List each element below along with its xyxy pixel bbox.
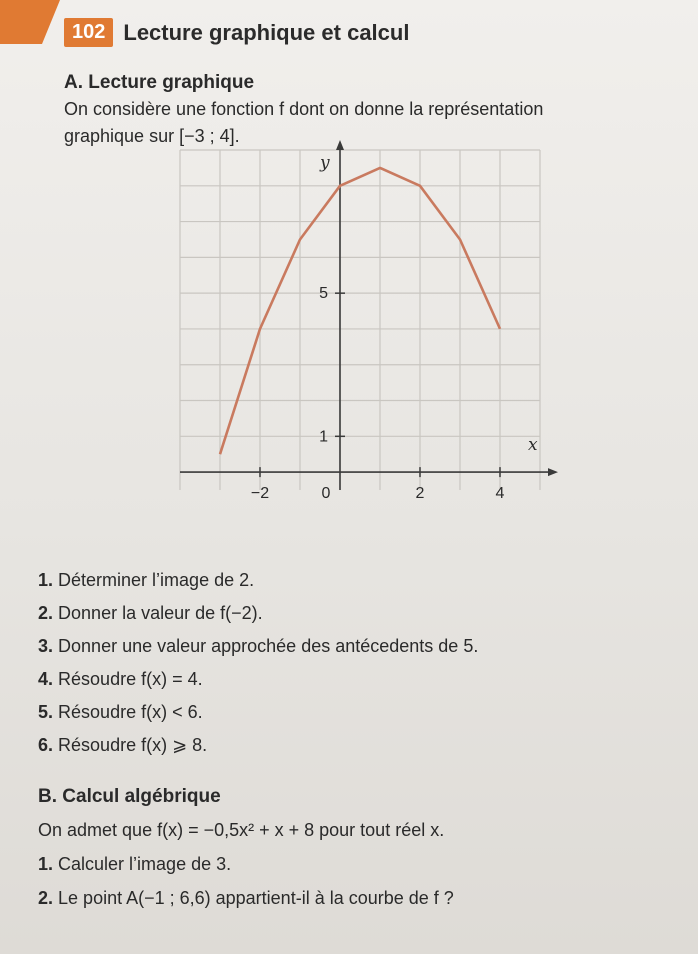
question-number: 5.: [38, 702, 54, 722]
graph-svg: [140, 140, 560, 540]
question-text: Le point A(−1 ; 6,6) appartient-il à la courbe de f ?: [58, 888, 454, 908]
function-curve: [220, 168, 500, 454]
question-text: Résoudre f(x) ⩾ 8.: [58, 735, 208, 755]
question-a-2: [38, 603, 263, 624]
x-tick-label: 0: [321, 485, 331, 503]
question-text: Calculer l’image de 3.: [58, 854, 232, 874]
part-b-heading: B. Calcul algébrique: [38, 786, 221, 807]
question-number: 1.: [38, 854, 54, 874]
question-b-2: [38, 888, 454, 909]
part-a-heading: A. Lecture graphique: [64, 72, 255, 93]
exercise-title: Lecture graphique et calcul: [123, 19, 410, 45]
question-text: Donner une valeur approchée des antécedents de 5.: [58, 636, 479, 656]
question-b-1: [38, 854, 231, 875]
part-a-intro-line1: On considère une fonction f dont on donne la représentation: [64, 99, 544, 119]
question-text: Résoudre f(x) < 6.: [58, 702, 203, 722]
question-number: 2.: [38, 888, 54, 908]
y-tick-label: 5: [319, 285, 328, 303]
x-tick-label: 2: [415, 485, 425, 503]
question-a-3: [38, 636, 478, 657]
question-number: 6.: [38, 735, 54, 755]
x-tick-label: 4: [495, 485, 505, 503]
question-a-5: [38, 702, 203, 723]
exercise-number-badge: 102: [64, 18, 113, 47]
y-axis-arrow: [336, 140, 344, 150]
x-axis-label: x: [528, 435, 538, 456]
x-tick-label: −2: [250, 485, 270, 503]
y-tick-label: 1: [319, 428, 328, 446]
question-a-1: [38, 570, 254, 591]
question-text: Déterminer l’image de 2.: [58, 570, 255, 590]
exercise-header: [64, 18, 409, 47]
question-text: Résoudre f(x) = 4.: [58, 669, 203, 689]
question-a-4: [38, 669, 203, 690]
part-b-intro: On admet que f(x) = −0,5x² + x + 8 pour tout réel x.: [38, 820, 445, 840]
question-number: 2.: [38, 603, 54, 623]
x-axis-arrow: [548, 468, 558, 476]
question-number: 3.: [38, 636, 54, 656]
y-axis-label: y: [320, 153, 330, 173]
question-text: Donner la valeur de f(−2).: [58, 603, 263, 623]
question-a-6: [38, 735, 207, 756]
function-graph: [140, 140, 560, 540]
part-a-intro-line2: graphique sur [−3 ; 4].: [64, 126, 240, 146]
question-number: 1.: [38, 570, 54, 590]
question-number: 4.: [38, 669, 54, 689]
